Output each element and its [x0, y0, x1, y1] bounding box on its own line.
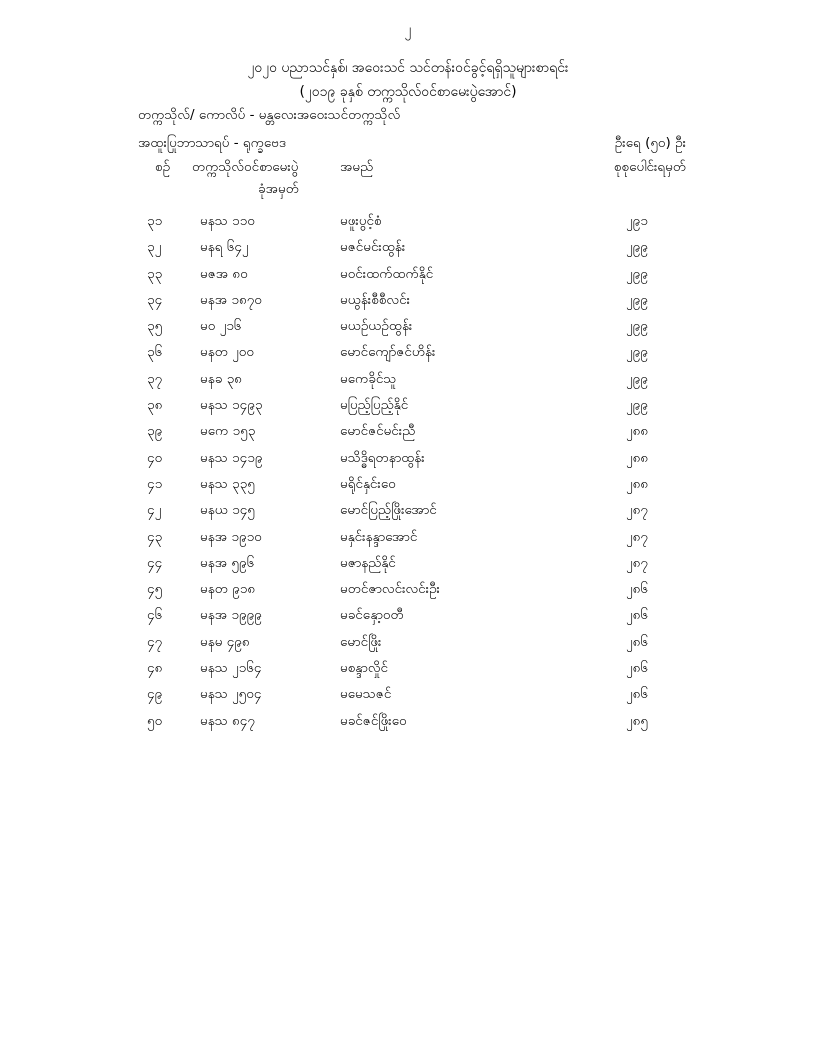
- row-name: မတင်ဇာလင်းလင်းဦး: [340, 581, 440, 598]
- row-name: မောင်ဇင်မင်းညီ: [340, 423, 416, 440]
- row-name: မယဉ်ယဉ်ထွန်း: [340, 318, 413, 335]
- row-score: ၂၉၁: [626, 213, 648, 229]
- row-roll-number: မနခ ၃၈: [200, 370, 242, 387]
- row-name: မယွန်းစီစီလင်း: [340, 291, 410, 308]
- row-score: ၂၉၉: [626, 397, 648, 414]
- row-number: ၃၆: [147, 344, 163, 361]
- row-roll-number: မကေ ၁၅၃: [200, 423, 256, 440]
- row-number: ၄၈: [147, 660, 163, 677]
- row-name: မကေခိုင်သူ: [340, 370, 397, 387]
- table-row: [0, 368, 816, 394]
- row-score: ၂၈၈: [626, 449, 649, 466]
- table-row: [0, 420, 816, 446]
- table-row: [0, 631, 816, 657]
- row-name: မရိုင်နှင်းဝေ: [340, 475, 396, 492]
- column-header-number: စဉ်: [155, 159, 171, 175]
- table-row: [0, 289, 816, 315]
- document-title: ၂၀၂၀ ပညာသင်နှစ်၊ အဝေးသင် သင်တန်းဝင်ခွင့်ရရှိသူများစာရင်း: [247, 60, 569, 76]
- row-roll-number: မဝ ၂၁၆: [200, 318, 242, 335]
- row-roll-number: မနအ ၁၉၁၀: [200, 528, 262, 545]
- row-roll-number: မနသ ၁၁၀: [200, 213, 255, 229]
- row-number: ၃၈: [147, 397, 163, 414]
- row-name: မမေသဇင်: [340, 686, 392, 703]
- row-roll-number: မနတ ၉၁၈: [200, 581, 256, 598]
- row-name: မခင်ဇင်ဖြိုးဝေ: [340, 712, 407, 729]
- row-number: ၄၇: [147, 633, 163, 650]
- total-count-label: ဦးရေ (၅၀) ဦး: [614, 135, 686, 151]
- row-score: ၂၈၆: [626, 660, 648, 677]
- column-header-name: အမည်: [340, 159, 374, 175]
- row-number: ၃၅: [147, 318, 163, 335]
- row-roll-number: မနအ ၁၉၉၉: [200, 607, 262, 624]
- row-roll-number: မနအ ၁၈၇၀: [200, 291, 262, 308]
- row-score: ၂၈၇: [626, 554, 648, 571]
- row-name: မဖူးပွင့်စံ: [340, 213, 382, 229]
- column-header-total-score: စုစုပေါင်းရမှတ်: [613, 159, 686, 175]
- row-roll-number: မနရ ၆၄၂: [200, 239, 249, 256]
- row-score: ၂၈၇: [626, 502, 648, 519]
- row-name: မောင်ပြည့်ဖြိုးအောင်: [340, 502, 437, 519]
- row-roll-number: မနသ ၂၅၀၄: [200, 686, 262, 703]
- row-name: မောင်ကျော်ဇင်ဟိန်း: [340, 344, 436, 361]
- row-name: မနှင်းနန္ဒာအောင်: [340, 528, 418, 545]
- row-number: ၄၂: [147, 502, 162, 519]
- table-row: [0, 710, 816, 736]
- table-row: [0, 604, 816, 630]
- table-row: [0, 236, 816, 262]
- column-header-roll-number: တက္ကသိုလ်ဝင်စာမေးပွဲ: [192, 159, 299, 175]
- row-number: ၃၄: [147, 291, 163, 308]
- table-row: [0, 263, 816, 289]
- row-roll-number: မနသ ၁၄၉၃: [200, 397, 263, 414]
- row-name: မသိဒ္ဓိရတနာထွန်း: [340, 449, 425, 466]
- major-subject-label: အထူးပြုဘာသာရပ် - ရုက္ခဗေဒ: [138, 135, 286, 151]
- row-name: မခင်နှော့ဝတီ: [340, 607, 404, 624]
- row-number: ၃၂: [147, 239, 162, 256]
- table-row: [0, 526, 816, 552]
- row-number: ၃၇: [147, 370, 163, 387]
- row-roll-number: မဇအ ၈၀: [200, 265, 248, 282]
- row-roll-number: မနသ ၂၁၆၄: [200, 660, 262, 677]
- row-score: ၂၈၇: [626, 528, 648, 545]
- table-row: [0, 473, 816, 499]
- row-number: ၃၁: [147, 213, 163, 229]
- row-number: ၃၃: [147, 265, 163, 282]
- row-name: မဇင်မင်းထွန်း: [340, 239, 406, 256]
- student-list: [0, 210, 816, 736]
- row-number: ၃၉: [147, 423, 163, 440]
- column-header-roll-number-line2: ခုံအမှတ်: [258, 181, 299, 197]
- table-row: [0, 315, 816, 341]
- table-row: [0, 394, 816, 420]
- row-roll-number: မနသ ၃၃၅: [200, 475, 255, 492]
- row-score: ၂၈၅: [626, 712, 648, 729]
- row-score: ၂၉၉: [626, 265, 648, 282]
- row-name: မစန္ဒာလှိုင်: [340, 660, 388, 677]
- row-roll-number: မနမ ၄၉၈: [200, 633, 250, 650]
- row-roll-number: မနသ ၁၄၁၉: [200, 449, 263, 466]
- row-number: ၄၅: [147, 581, 163, 598]
- row-score: ၂၈၈: [626, 475, 649, 492]
- row-name: မပြည့်ပြည့်နိုင်: [340, 397, 409, 414]
- row-number: ၄၉: [147, 686, 163, 703]
- row-score: ၂၈၆: [626, 686, 648, 703]
- row-name: မဇာနည်နိုင်: [340, 554, 396, 571]
- row-score: ၂၈၆: [626, 607, 648, 624]
- row-score: ၂၈၈: [626, 423, 649, 440]
- table-row: [0, 683, 816, 709]
- table-row: [0, 341, 816, 367]
- table-row: [0, 578, 816, 604]
- row-roll-number: မနသ ၈၄၇: [200, 712, 255, 729]
- row-name: မောင်ဖြိုး: [340, 633, 382, 650]
- row-number: ၅၀: [147, 712, 163, 729]
- row-score: ၂၉၉: [626, 344, 648, 361]
- row-score: ၂၉၉: [626, 318, 648, 335]
- document-subtitle: (၂၀၁၉ ခုနှစ် တက္ကသိုလ်ဝင်စာမေးပွဲအောင်): [299, 84, 517, 100]
- row-number: ၄၀: [147, 449, 163, 466]
- row-name: မဝင်းထက်ထက်နိုင်: [340, 265, 434, 282]
- row-score: ၂၉၉: [626, 239, 648, 256]
- table-row: [0, 552, 816, 578]
- row-number: ၄၃: [147, 528, 163, 545]
- row-score: ၂၈၆: [626, 581, 648, 598]
- table-row: [0, 447, 816, 473]
- row-roll-number: မနယ ၁၄၅: [200, 502, 255, 519]
- university-label: တက္ကသိုလ်/ ကောလိပ် - မန္တလေးအဝေးသင်တက္ကသိုလ်: [138, 107, 401, 123]
- row-number: ၄၄: [147, 554, 163, 571]
- page-number: ၂: [404, 22, 412, 38]
- table-row: [0, 657, 816, 683]
- row-number: ၄၆: [147, 607, 163, 624]
- row-roll-number: မနအ ၅၉၆: [200, 554, 255, 571]
- row-score: ၂၉၉: [626, 291, 648, 308]
- row-score: ၂၈၆: [626, 633, 648, 650]
- table-row: [0, 210, 816, 236]
- row-score: ၂၉၉: [626, 370, 648, 387]
- row-number: ၄၁: [147, 475, 163, 492]
- row-roll-number: မနတ ၂၀၀: [200, 344, 254, 361]
- table-row: [0, 499, 816, 525]
